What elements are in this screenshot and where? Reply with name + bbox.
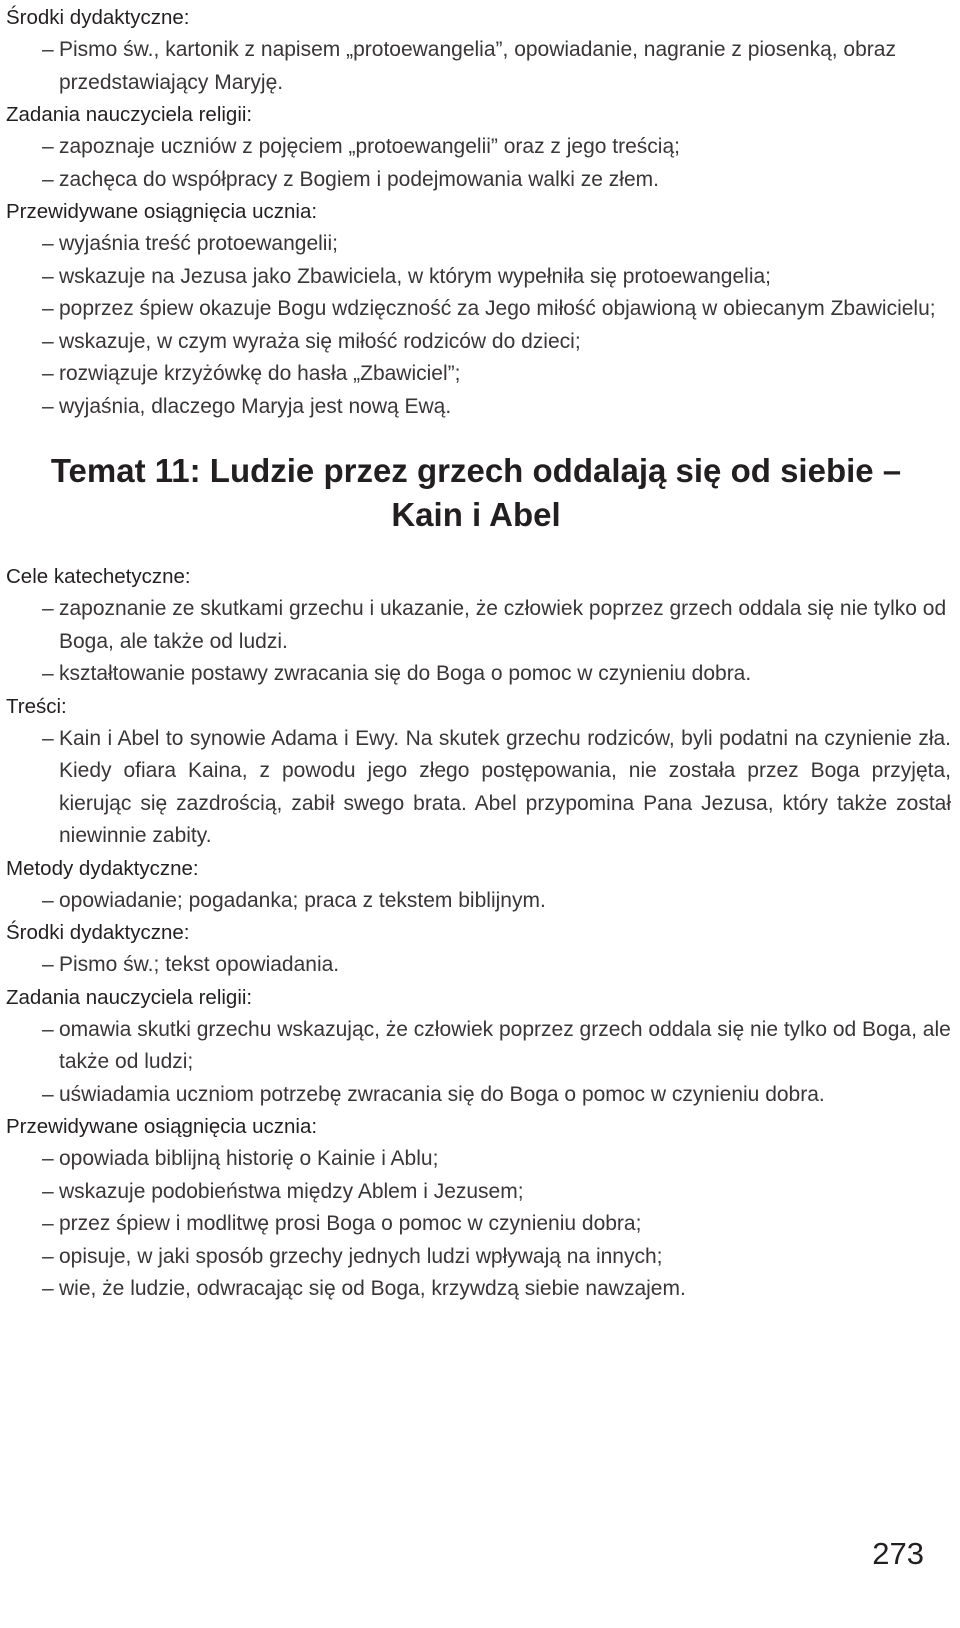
list-item: – wie, że ludzie, odwracając się od Boga, krzywdzą siebie nawzajem. xyxy=(6,1273,951,1306)
list-srodki-2 xyxy=(6,949,951,982)
section-osiagniecia-2 xyxy=(6,1111,951,1306)
dash-bullet: – xyxy=(42,135,54,158)
list-osiagniecia-1 xyxy=(6,228,951,423)
list-tresci xyxy=(6,723,951,853)
list-item: – uświadamia uczniom potrzebę zwracania się do Boga o pomoc w czynieniu dobra. xyxy=(6,1079,951,1112)
list-zadania-1 xyxy=(6,131,951,196)
dash-bullet: – xyxy=(42,362,54,385)
list-item: – wyjaśnia treść protoewangelii; xyxy=(6,228,951,261)
dash-bullet: – xyxy=(42,329,54,353)
heading-cele-katechetyczne: Cele katechetyczne: xyxy=(6,565,191,588)
section-osiagniecia-1 xyxy=(6,196,951,423)
dash-bullet: – xyxy=(42,1277,54,1300)
dash-bullet: – xyxy=(42,1017,54,1041)
dash-bullet: – xyxy=(42,1212,54,1235)
heading-zadania-nauczyciela: Zadania nauczyciela religii: xyxy=(6,103,253,126)
dash-bullet: – xyxy=(42,888,54,912)
section-cele xyxy=(6,561,951,691)
dash-bullet: – xyxy=(42,597,54,620)
list-item: – wskazuje na Jezusa jako Zbawiciela, w którym wypełniła się protoewangelia; xyxy=(6,261,951,294)
list-item: – przez śpiew i modlitwę prosi Boga o pomoc w czynieniu dobra; xyxy=(6,1208,951,1241)
dash-bullet: – xyxy=(42,394,54,418)
heading-metody-dydaktyczne: Metody dydaktyczne: xyxy=(6,856,199,880)
section-metody xyxy=(6,853,951,918)
section-zadania-1 xyxy=(6,99,951,196)
list-osiagniecia-2 xyxy=(6,1143,951,1306)
list-item: – Pismo św., kartonik z napisem „protoewangelia”, opowiadanie, nagranie z piosenką, obraz przedstawiający Maryję. xyxy=(6,34,951,99)
heading-przewidywane-osiagniecia: Przewidywane osiągnięcia ucznia: xyxy=(6,1115,318,1138)
dash-bullet: – xyxy=(42,726,54,750)
section-zadania-2 xyxy=(6,982,951,1112)
dash-bullet: – xyxy=(42,1244,54,1268)
dash-bullet: – xyxy=(42,1082,54,1106)
list-item: – zapoznaje uczniów z pojęciem „protoewangelii” oraz z jego treścią; xyxy=(6,131,951,164)
list-item: – poprzez śpiew okazuje Bogu wdzięczność za Jego miłość objawioną w obiecanym Zbawicielu; xyxy=(6,293,951,326)
dash-bullet: – xyxy=(42,953,54,976)
list-item: – opisuje, w jaki sposób grzechy jednych ludzi wpływają na innych; xyxy=(6,1241,951,1274)
heading-srodki-dydaktyczne: Środki dydaktyczne: xyxy=(6,6,190,29)
dash-bullet: – xyxy=(42,662,54,685)
section-tresci xyxy=(6,691,951,853)
list-item: – wskazuje, w czym wyraża się miłość rodziców do dzieci; xyxy=(6,326,951,359)
dash-bullet: – xyxy=(42,297,54,320)
list-item: – opowiadanie; pogadanka; praca z tekstem biblijnym. xyxy=(6,885,951,918)
section-srodki-2 xyxy=(6,917,951,982)
list-item: – opowiada biblijną historię o Kainie i Ablu; xyxy=(6,1143,951,1176)
list-item: – omawia skutki grzechu wskazując, że człowiek poprzez grzech oddala się nie tylko od Boga, ale także od ludzi; xyxy=(6,1014,951,1079)
page-number: 273 xyxy=(872,1536,924,1571)
section-srodki-1 xyxy=(6,2,951,99)
heading-tresci: Treści: xyxy=(6,694,67,718)
heading-przewidywane-osiagniecia: Przewidywane osiągnięcia ucznia: xyxy=(6,200,318,223)
dash-bullet: – xyxy=(42,264,54,288)
dash-bullet: – xyxy=(42,1147,54,1170)
list-item: – zachęca do współpracy z Bogiem i podejmowania walki ze złem. xyxy=(6,164,951,197)
list-item: – rozwiązuje krzyżówkę do hasła „Zbawiciel”; xyxy=(6,358,951,391)
topic-title xyxy=(6,449,946,537)
topic-title-line-2: Kain i Abel xyxy=(391,496,561,533)
dash-bullet: – xyxy=(42,38,54,61)
dash-bullet: – xyxy=(42,232,54,255)
list-item: – wskazuje podobieństwa między Ablem i Jezusem; xyxy=(6,1176,951,1209)
document-page xyxy=(6,0,951,1306)
list-item: – wyjaśnia, dlaczego Maryja jest nową Ewą. xyxy=(6,391,951,424)
heading-srodki-dydaktyczne: Środki dydaktyczne: xyxy=(6,921,190,944)
list-srodki-1 xyxy=(6,34,951,99)
dash-bullet: – xyxy=(42,167,54,191)
list-cele xyxy=(6,593,951,691)
list-item: – kształtowanie postawy zwracania się do Boga o pomoc w czynieniu dobra. xyxy=(6,658,951,691)
list-item: – zapoznanie ze skutkami grzechu i ukazanie, że człowiek poprzez grzech oddala się nie tylko od Boga, ale także od ludzi. xyxy=(6,593,951,658)
topic-title-line-1: Temat 11: Ludzie przez grzech oddalają się od siebie – xyxy=(50,452,902,489)
list-metody xyxy=(6,885,951,918)
list-item: – Kain i Abel to synowie Adama i Ewy. Na skutek grzechu rodziców, byli podatni na czynienie zła. Kiedy ofiara Kaina, z powodu jego złego postępowania, nie została przez Boga przyjęta, kierując się zazdrością, zabił swego brata. Abel przypomina Pana Jezusa, który także został niewinnie zabity. xyxy=(6,723,951,853)
list-item: – Pismo św.; tekst opowiadania. xyxy=(6,949,951,982)
list-zadania-2 xyxy=(6,1014,951,1112)
heading-zadania-nauczyciela: Zadania nauczyciela religii: xyxy=(6,985,253,1009)
dash-bullet: – xyxy=(42,1179,54,1203)
